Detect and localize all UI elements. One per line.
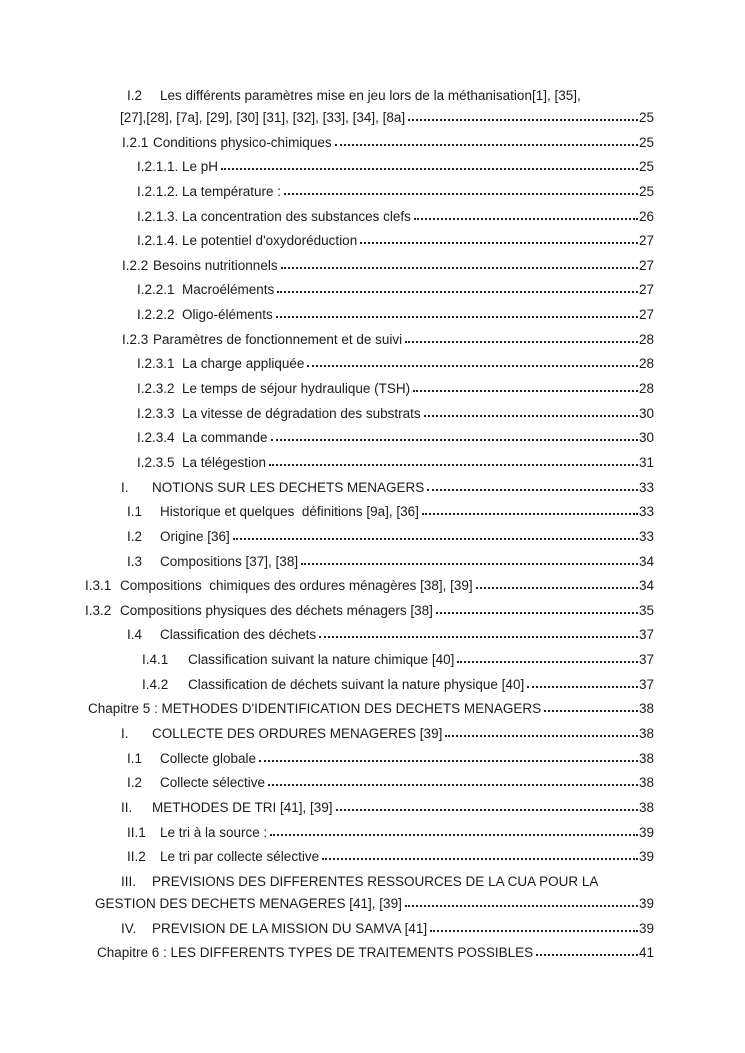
toc-entry-number: I.2.1 bbox=[122, 134, 149, 150]
dot-leader bbox=[276, 307, 638, 318]
toc-entry-number: I.2.2 bbox=[122, 257, 149, 273]
toc-entry-title: PREVISIONS DES DIFFERENTES RESSOURCES DE LA CUA POUR LA bbox=[152, 873, 599, 889]
toc-entry-number: I.2.1.1. bbox=[137, 159, 179, 175]
toc-entry[interactable] bbox=[121, 726, 654, 751]
dot-leader bbox=[427, 480, 638, 491]
toc-entry-title: Classification des déchets bbox=[160, 627, 317, 643]
dot-leader bbox=[405, 896, 638, 907]
toc-entry-title: NOTIONS SUR LES DECHETS MENAGERS bbox=[152, 479, 425, 495]
toc-entry[interactable] bbox=[142, 677, 654, 702]
toc-entry-number: I.2.3.1 bbox=[137, 356, 175, 372]
toc-entry-page: 33 bbox=[638, 479, 654, 495]
toc-entry-title: La température : bbox=[182, 183, 282, 199]
toc-entry-page: 25 bbox=[638, 110, 654, 125]
toc-entry-title: Le tri à la source : bbox=[160, 824, 268, 840]
toc-entry[interactable] bbox=[127, 529, 654, 554]
toc-entry-page: 37 bbox=[638, 676, 654, 692]
toc-entry-number: I.4 bbox=[127, 627, 143, 643]
toc-entry[interactable] bbox=[127, 775, 654, 800]
toc-entry-page: 37 bbox=[638, 652, 654, 668]
toc-entry-title: La concentration des substances clefs bbox=[182, 208, 411, 224]
toc-entry[interactable] bbox=[127, 504, 654, 529]
dot-leader bbox=[336, 800, 638, 811]
toc-entry[interactable] bbox=[85, 578, 654, 603]
toc-entry-line bbox=[120, 110, 654, 135]
toc-chapter-entry[interactable] bbox=[97, 945, 654, 970]
toc-entry-number: I.2.3.3 bbox=[137, 405, 175, 421]
dot-leader bbox=[233, 529, 638, 540]
toc-entry-title: Le potentiel d'oxydoréduction bbox=[182, 233, 358, 249]
toc-entry[interactable] bbox=[142, 652, 654, 677]
dot-leader bbox=[319, 627, 638, 638]
toc-entry[interactable] bbox=[137, 209, 654, 234]
toc-entry-number: I.2 bbox=[127, 775, 143, 791]
dot-leader bbox=[284, 184, 638, 195]
toc-entry[interactable] bbox=[137, 406, 654, 431]
toc-entry-number: I.3.2 bbox=[85, 602, 112, 618]
toc-entry-title: COLLECTE DES ORDURES MENAGERES [39] bbox=[152, 726, 443, 742]
dot-leader bbox=[414, 209, 638, 220]
dot-leader bbox=[445, 726, 638, 737]
toc-entry-page: 35 bbox=[638, 602, 654, 618]
toc-entry-title: La charge appliquée bbox=[182, 356, 305, 372]
toc-entry-number: I.1 bbox=[127, 750, 143, 766]
toc-entry-number: II. bbox=[121, 799, 133, 815]
toc-entry[interactable] bbox=[137, 233, 654, 258]
toc-entry[interactable] bbox=[137, 356, 654, 381]
toc-entry-page: 39 bbox=[638, 895, 654, 911]
dot-leader bbox=[360, 233, 638, 244]
dot-leader bbox=[405, 332, 638, 343]
toc-entry-title: Compositions [37], [38] bbox=[160, 553, 299, 569]
dot-leader bbox=[436, 603, 638, 614]
toc-entry[interactable] bbox=[127, 751, 654, 776]
toc-entry-number: I.4.2 bbox=[142, 676, 169, 692]
toc-entry-page: 37 bbox=[638, 627, 654, 643]
toc-entry-title: Oligo-éléments bbox=[182, 307, 273, 323]
dot-leader bbox=[408, 110, 638, 121]
toc-entry-number: I.2.3.2 bbox=[137, 381, 175, 397]
toc-entry-title-continued: GESTION DES DECHETS MENAGERES [41], [39] bbox=[95, 895, 402, 911]
toc-entry-page: 38 bbox=[638, 726, 654, 742]
toc-entry-number: I.2.1.3. bbox=[137, 208, 179, 224]
toc-entry[interactable] bbox=[127, 627, 654, 652]
toc-entry[interactable] bbox=[85, 603, 654, 628]
dot-leader bbox=[277, 282, 638, 293]
toc-entry[interactable] bbox=[121, 921, 654, 946]
toc-entry-number: I. bbox=[121, 726, 129, 742]
toc-entry[interactable] bbox=[137, 455, 654, 480]
toc-entry-page: 31 bbox=[638, 454, 654, 470]
dot-leader bbox=[221, 159, 638, 170]
toc-entry-number: IV. bbox=[121, 920, 137, 936]
toc-entry-page: 33 bbox=[638, 504, 654, 520]
toc-entry-line bbox=[121, 874, 654, 896]
toc-entry-page: 28 bbox=[638, 356, 654, 372]
toc-entry-number: I.2 bbox=[127, 88, 143, 103]
toc-entry-page: 25 bbox=[638, 134, 654, 150]
toc-entry-page: 38 bbox=[638, 775, 654, 791]
dot-leader bbox=[259, 751, 638, 762]
dot-leader bbox=[307, 356, 638, 367]
toc-entry[interactable] bbox=[137, 282, 654, 307]
toc-entry[interactable] bbox=[137, 430, 654, 455]
toc-entry[interactable] bbox=[127, 849, 654, 874]
toc-entry-title: Le tri par collecte sélective bbox=[160, 849, 320, 865]
toc-entry-title: Le temps de séjour hydraulique (TSH) bbox=[182, 381, 411, 397]
table-of-contents bbox=[85, 88, 654, 970]
toc-entry-title: Classification suivant la nature chimique [40] bbox=[188, 652, 455, 668]
toc-entry-title: La commande bbox=[182, 430, 268, 446]
toc-entry-page: 28 bbox=[638, 331, 654, 347]
toc-entry-page: 30 bbox=[638, 430, 654, 446]
toc-entry-page: 26 bbox=[638, 208, 654, 224]
toc-entry-number: I.1 bbox=[127, 504, 143, 520]
dot-leader bbox=[335, 135, 638, 146]
toc-entry-title: Classification de déchets suivant la nature physique [40] bbox=[188, 676, 525, 692]
toc-entry-number: I.2.1.2. bbox=[137, 183, 179, 199]
toc-entry[interactable] bbox=[127, 825, 654, 850]
toc-entry-page: 28 bbox=[638, 381, 654, 397]
toc-entry-number: I. bbox=[121, 479, 129, 495]
toc-entry-number: I.2.3.4 bbox=[137, 430, 175, 446]
toc-entry-title: Chapitre 6 : LES DIFFERENTS TYPES DE TRAITEMENTS POSSIBLES bbox=[97, 945, 534, 961]
toc-entry-page: 33 bbox=[638, 528, 654, 544]
dot-leader bbox=[430, 921, 638, 932]
toc-entry-title: Le pH bbox=[182, 159, 219, 175]
toc-entry-title: Conditions physico-chimiques bbox=[153, 134, 332, 150]
dot-leader bbox=[476, 578, 638, 589]
toc-entry-page: 39 bbox=[638, 849, 654, 865]
toc-entry-number: I.3 bbox=[127, 553, 143, 569]
toc-entry-title: Chapitre 5 : METHODES D'IDENTIFICATION DES DECHETS MENAGERS bbox=[88, 701, 542, 717]
toc-entry-page: 27 bbox=[638, 282, 654, 298]
toc-entry-page: 34 bbox=[638, 553, 654, 569]
toc-entry[interactable] bbox=[137, 159, 654, 184]
toc-entry-title: Collecte sélective bbox=[160, 775, 266, 791]
dot-leader bbox=[413, 381, 638, 392]
toc-entry-number: I.3.1 bbox=[85, 578, 112, 594]
toc-entry-title: Paramètres de fonctionnement et de suivi bbox=[153, 331, 403, 347]
toc-entry-title: Besoins nutritionnels bbox=[153, 257, 278, 273]
toc-entry-number: II.2 bbox=[127, 849, 146, 865]
toc-entry-title: Compositions chimiques des ordures ménagères [38], [39] bbox=[120, 578, 473, 594]
toc-entry-number: I.2.3 bbox=[122, 331, 149, 347]
toc-entry[interactable] bbox=[127, 554, 654, 579]
dot-leader bbox=[268, 775, 638, 786]
dot-leader bbox=[536, 945, 638, 956]
dot-leader bbox=[271, 430, 638, 441]
toc-entry-number: I.2.3.5 bbox=[137, 454, 175, 470]
toc-entry[interactable] bbox=[85, 88, 654, 135]
dot-leader bbox=[301, 554, 638, 565]
toc-entry-title: La vitesse de dégradation des substrats bbox=[182, 405, 421, 421]
toc-entry-page: 38 bbox=[638, 750, 654, 766]
toc-entry-title: Les différents paramètres mise en jeu lors de la méthanisation[1], [35], bbox=[160, 88, 581, 103]
dot-leader bbox=[270, 825, 638, 836]
toc-entry[interactable] bbox=[137, 381, 654, 406]
toc-entry-title: PREVISION DE LA MISSION DU SAMVA [41] bbox=[152, 920, 428, 936]
toc-entry-title: METHODES DE TRI [41], [39] bbox=[152, 799, 333, 815]
dot-leader bbox=[527, 677, 638, 688]
toc-entry-page: 25 bbox=[638, 183, 654, 199]
toc-entry-page: 39 bbox=[638, 824, 654, 840]
toc-entry-number: I.2.2.1 bbox=[137, 282, 175, 298]
toc-entry-title: Origine [36] bbox=[160, 528, 230, 544]
toc-entry-line bbox=[95, 896, 654, 921]
toc-entry-page: 41 bbox=[638, 945, 654, 961]
dot-leader bbox=[457, 652, 638, 663]
dot-leader bbox=[269, 455, 638, 466]
toc-entry-page: 27 bbox=[638, 233, 654, 249]
toc-entry-title: Compositions physiques des déchets ménagers [38] bbox=[120, 602, 433, 618]
dot-leader bbox=[281, 258, 638, 269]
toc-entry[interactable] bbox=[122, 332, 654, 357]
toc-entry-page: 38 bbox=[638, 701, 654, 717]
toc-entry-number: III. bbox=[121, 873, 137, 889]
toc-entry[interactable] bbox=[122, 135, 654, 160]
dot-leader bbox=[424, 406, 638, 417]
toc-entry[interactable] bbox=[121, 800, 654, 825]
toc-entry-page: 27 bbox=[638, 257, 654, 273]
toc-entry[interactable] bbox=[122, 258, 654, 283]
toc-entry-page: 30 bbox=[638, 405, 654, 421]
dot-leader bbox=[544, 701, 638, 712]
toc-entry-page: 34 bbox=[638, 578, 654, 594]
toc-entry-line bbox=[127, 88, 654, 110]
toc-entry-title: Macroéléments bbox=[182, 282, 275, 298]
toc-entry[interactable] bbox=[121, 480, 654, 505]
toc-entry-page: 39 bbox=[638, 920, 654, 936]
toc-entry-page: 27 bbox=[638, 307, 654, 323]
toc-entry-title: Historique et quelques définitions [9a], [36] bbox=[160, 504, 419, 520]
toc-entry-title-continued: [27],[28], [7a], [29], [30] [31], [32], [33], [34], [8a] bbox=[120, 110, 406, 125]
toc-entry-number: I.2 bbox=[127, 528, 143, 544]
toc-entry-number: I.2.1.4. bbox=[137, 233, 179, 249]
toc-entry-number: I.4.1 bbox=[142, 652, 169, 668]
toc-entry-page: 25 bbox=[638, 159, 654, 175]
toc-entry[interactable] bbox=[137, 184, 654, 209]
toc-entry-page: 38 bbox=[638, 799, 654, 815]
toc-entry-number: I.2.2.2 bbox=[137, 307, 175, 323]
toc-entry[interactable] bbox=[85, 874, 654, 921]
toc-entry-title: La télégestion bbox=[182, 454, 267, 470]
toc-chapter-entry[interactable] bbox=[88, 701, 654, 726]
toc-entry-title: Collecte globale bbox=[160, 750, 257, 766]
toc-entry[interactable] bbox=[137, 307, 654, 332]
toc-entry-number: II.1 bbox=[127, 824, 146, 840]
dot-leader bbox=[422, 504, 638, 515]
dot-leader bbox=[322, 849, 638, 860]
